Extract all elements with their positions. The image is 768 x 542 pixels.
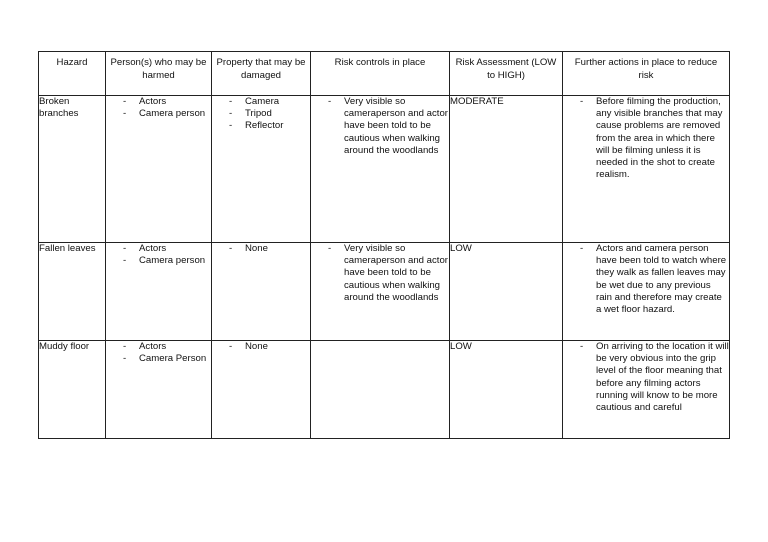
header-property: Property that may be damaged	[212, 52, 311, 96]
list-item: - Tripod	[212, 108, 310, 120]
list-item: - None	[212, 341, 310, 353]
header-assessment: Risk Assessment (LOW to HIGH)	[450, 52, 563, 96]
list-item: - Before filming the production, any visible branches that may cause problems are removed from the area in which there will be filming unless it is needed in the shot to create realism.	[563, 96, 729, 181]
property-cell	[212, 341, 311, 439]
hazard-text: Muddy floor	[39, 341, 90, 352]
hazard-text: Broken branches	[39, 96, 79, 120]
actions-list	[563, 243, 729, 316]
actions-cell	[563, 341, 730, 439]
table-header-row	[39, 52, 730, 96]
controls-cell	[311, 96, 450, 243]
list-item: - Very visible so cameraperson and actor have been told to be cautious when walking around the woodlands	[311, 96, 449, 157]
actions-cell	[563, 96, 730, 243]
list-item: - Actors	[106, 96, 211, 108]
persons-list	[106, 243, 211, 267]
assessment-cell	[450, 341, 563, 439]
property-list	[212, 341, 310, 353]
list-item: - Actors and camera person have been told to watch where they walk as fallen leaves may be wet due to any previous rain and therefore may create a wet floor hazard.	[563, 243, 729, 316]
list-item: - Reflector	[212, 120, 310, 132]
assessment-text: LOW	[450, 243, 472, 254]
persons-cell	[106, 341, 212, 439]
assessment-cell	[450, 243, 563, 341]
header-hazard: Hazard	[39, 52, 106, 96]
persons-cell	[106, 243, 212, 341]
table-row	[39, 96, 730, 243]
list-item: - Camera person	[106, 108, 211, 120]
property-cell	[212, 96, 311, 243]
controls-list	[311, 96, 449, 157]
header-actions: Further actions in place to reduce risk	[563, 52, 730, 96]
list-item: - Camera person	[106, 255, 211, 267]
list-item: - Camera Person	[106, 353, 211, 365]
hazard-cell	[39, 341, 106, 439]
property-list	[212, 243, 310, 255]
list-item: - Actors	[106, 341, 211, 353]
property-list	[212, 96, 310, 133]
list-item: - None	[212, 243, 310, 255]
assessment-text: LOW	[450, 341, 472, 352]
controls-cell	[311, 243, 450, 341]
table-row	[39, 341, 730, 439]
controls-cell	[311, 341, 450, 439]
risk-assessment-table	[38, 51, 730, 439]
persons-list	[106, 341, 211, 365]
hazard-cell	[39, 243, 106, 341]
persons-cell	[106, 96, 212, 243]
header-controls: Risk controls in place	[311, 52, 450, 96]
controls-list	[311, 243, 449, 304]
header-persons: Person(s) who may be harmed	[106, 52, 212, 96]
assessment-text: MODERATE	[450, 96, 504, 107]
hazard-cell	[39, 96, 106, 243]
list-item: - Camera	[212, 96, 310, 108]
list-item: - Very visible so cameraperson and actor have been told to be cautious when walking around the woodlands	[311, 243, 449, 304]
hazard-text: Fallen leaves	[39, 243, 96, 254]
actions-cell	[563, 243, 730, 341]
table-row	[39, 243, 730, 341]
list-item: - On arriving to the location it will be very obvious into the grip level of the floor meaning that before any filming actors running will know to be more cautious and careful	[563, 341, 729, 414]
persons-list	[106, 96, 211, 120]
actions-list	[563, 341, 729, 414]
property-cell	[212, 243, 311, 341]
assessment-cell	[450, 96, 563, 243]
actions-list	[563, 96, 729, 181]
list-item: - Actors	[106, 243, 211, 255]
